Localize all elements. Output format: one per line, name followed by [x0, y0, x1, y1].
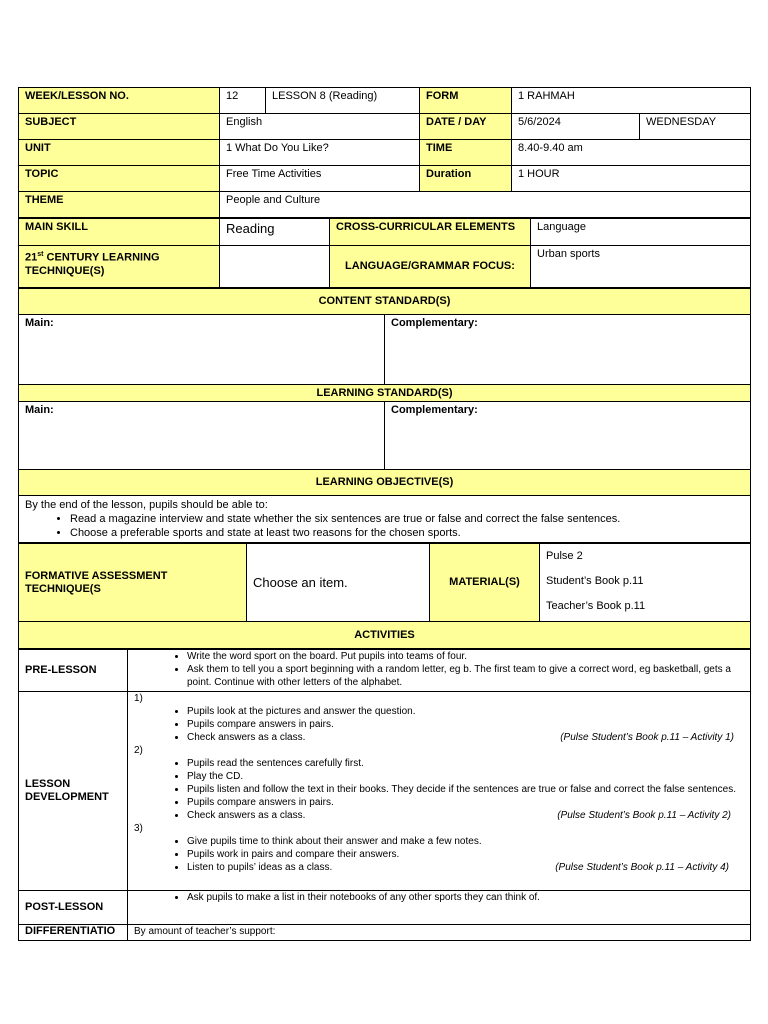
unit-label: UNIT	[19, 140, 220, 166]
pre-lesson-label: PRE-LESSON	[19, 650, 128, 692]
main-skill-label: MAIN SKILL	[19, 219, 220, 246]
learning-complementary-label: Complementary:	[385, 402, 751, 470]
learning-objective-title: LEARNING OBJECTIVE(S)	[19, 470, 751, 496]
main-skill-value: Reading	[220, 219, 330, 246]
duration-label: Duration	[420, 166, 512, 192]
cce-value: Language	[531, 219, 751, 246]
assessment-table	[18, 543, 751, 649]
dev-item: • Pupils read the sentences carefully first.	[187, 757, 744, 770]
unit-value: 1 What Do You Like?	[220, 140, 420, 166]
theme-label: THEME	[19, 192, 220, 218]
dev-group-number: 1)	[134, 693, 143, 704]
pre-lesson-body	[128, 650, 751, 692]
learning-main-label: Main:	[19, 402, 385, 470]
post-lesson-label: POST-LESSON	[19, 891, 128, 925]
pre-lesson-item: • Ask them to tell you a sport beginning with a random letter, eg b. The first team to give a correct word, eg basketball, gets a point. Continue with other letters of the alphabet.	[187, 663, 744, 689]
dev-group-number: 3)	[134, 823, 143, 834]
dev-item: • Check answers as a class. (Pulse Student’s Book p.11 – Activity 1)	[187, 731, 744, 744]
time-label: TIME	[420, 140, 512, 166]
date-value: 5/6/2024	[512, 114, 640, 140]
learning-standard-title: LEARNING STANDARD(S)	[19, 385, 751, 402]
header-table	[18, 87, 751, 218]
topic-label: TOPIC	[19, 166, 220, 192]
material-item: Student’s Book p.11	[546, 575, 644, 587]
dev-reference: (Pulse Student’s Book p.11 – Activity 2)	[557, 810, 731, 821]
lesson-development-label: LESSON DEVELOPMENT	[19, 692, 128, 891]
content-standard-table	[18, 288, 751, 543]
assessment-label: FORMATIVE ASSESSMENT TECHNIQUE(S	[19, 544, 247, 622]
dev-item: • Listen to pupils’ ideas as a class. (Pulse Student’s Book p.11 – Activity 4)	[187, 861, 744, 874]
differentiation-value: By amount of teacher’s support:	[128, 925, 751, 941]
objective-item: • Read a magazine interview and state whether the six sentences are true or false and correct the false sentences.	[70, 512, 744, 526]
dev-reference: (Pulse Student’s Book p.11 – Activity 1)	[560, 732, 734, 743]
dev-item: • Check answers as a class. (Pulse Student’s Book p.11 – Activity 2)	[187, 809, 744, 822]
dev-item: • Pupils compare answers in pairs.	[187, 796, 744, 809]
activities-title: ACTIVITIES	[19, 622, 751, 649]
content-main-label: Main:	[19, 315, 385, 385]
dev-item: • Pupils compare answers in pairs.	[187, 718, 744, 731]
post-lesson-body	[128, 891, 751, 925]
objective-list	[25, 512, 744, 540]
lesson-plan	[18, 87, 750, 941]
time-value: 8.40-9.40 am	[512, 140, 751, 166]
week-value: 12	[220, 88, 266, 114]
lesson-development-body	[128, 692, 751, 891]
dev-item: • Give pupils time to think about their answer and make a few notes.	[187, 835, 744, 848]
week-label: WEEK/LESSON NO.	[19, 88, 220, 114]
cce-label: CROSS-CURRICULAR ELEMENTS	[330, 219, 531, 246]
duration-value: 1 HOUR	[512, 166, 751, 192]
objective-item: • Choose a preferable sports and state at least two reasons for the chosen sports.	[70, 526, 744, 540]
pre-lesson-item: • Write the word sport on the board. Put pupils into teams of four.	[187, 650, 744, 663]
date-label: DATE / DAY	[420, 114, 512, 140]
dev-item: • Pupils work in pairs and compare their answers.	[187, 848, 744, 861]
form-value: 1 RAHMAH	[512, 88, 751, 114]
content-standard-title: CONTENT STANDARD(S)	[19, 289, 751, 315]
theme-value: People and Culture	[220, 192, 751, 218]
assessment-select[interactable]: Choose an item.	[247, 544, 430, 622]
differentiation-label: DIFFERENTIATIO	[19, 925, 128, 941]
dev-item: • Pupils look at the pictures and answer the question.	[187, 705, 744, 718]
dev-item: • Pupils listen and follow the text in their books. They decide if the sentences are true or false and correct the false sentences.	[187, 783, 744, 796]
post-lesson-item: • Ask pupils to make a list in their notebooks of any other sports they can think of.	[187, 891, 744, 904]
day-value: WEDNESDAY	[640, 114, 751, 140]
dev-group-number: 2)	[134, 745, 143, 756]
activities-table	[18, 649, 751, 941]
objective-intro: By the end of the lesson, pupils should be able to:	[25, 499, 268, 511]
material-item: Pulse 2	[546, 550, 583, 562]
topic-value: Free Time Activities	[220, 166, 420, 192]
dev-item: • Play the CD.	[187, 770, 744, 783]
lesson-value: LESSON 8 (Reading)	[266, 88, 420, 114]
content-complementary-label: Complementary:	[385, 315, 751, 385]
learning-objective-body	[19, 496, 751, 543]
material-item: Teacher’s Book p.11	[546, 600, 646, 612]
subject-value: English	[220, 114, 420, 140]
grammar-value: Urban sports	[531, 246, 751, 288]
technique-value	[220, 246, 330, 288]
technique-label: 21st CENTURY LEARNING TECHNIQUE(S)	[19, 246, 220, 288]
subject-label: SUBJECT	[19, 114, 220, 140]
material-label: MATERIAL(S)	[430, 544, 540, 622]
form-label: FORM	[420, 88, 512, 114]
skills-table	[18, 218, 751, 288]
dev-reference: (Pulse Student’s Book p.11 – Activity 4)	[555, 862, 729, 873]
grammar-label: LANGUAGE/GRAMMAR FOCUS:	[330, 246, 531, 288]
materials-cell	[540, 544, 751, 622]
